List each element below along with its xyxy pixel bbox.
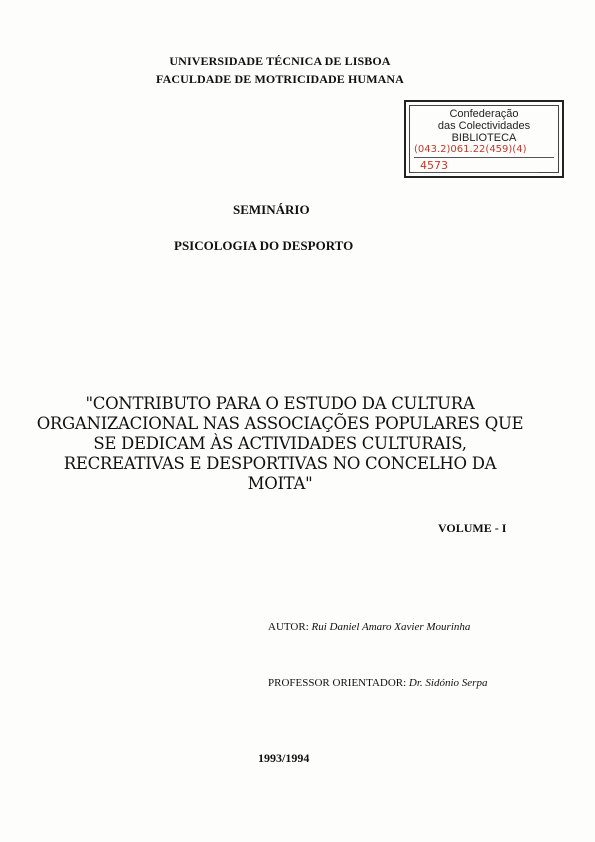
seminar-label: SEMINÁRIO <box>233 202 310 217</box>
stamp-line-1: Confederação <box>449 108 519 120</box>
author-name: Rui Daniel Amaro Xavier Mourinha <box>311 621 471 633</box>
author-label: AUTOR: <box>268 621 309 633</box>
university-name: UNIVERSIDADE TÉCNICA DE LISBOA <box>169 54 391 68</box>
advisor-name: Dr. Sidónio Serpa <box>408 677 488 689</box>
seminar-subject: PSICOLOGIA DO DESPORTO <box>174 238 354 253</box>
stamp-rule-1 <box>414 157 554 158</box>
library-stamp <box>404 100 564 178</box>
title-line: RECREATIVAS E DESPORTIVAS NO CONCELHO DA <box>63 454 497 473</box>
academic-year: 1993/1994 <box>258 751 310 765</box>
thesis-title <box>30 394 530 494</box>
volume-label: VOLUME - I <box>438 521 507 535</box>
stamp-rule-2 <box>414 172 538 173</box>
title-line: ORGANIZACIONAL NAS ASSOCIAÇÕES POPULARES QUE <box>36 414 524 433</box>
stamp-line-3: BIBLIOTECA <box>451 132 517 144</box>
stamp-handwritten-code: (043.2)061.22(459)(4) <box>414 144 527 155</box>
advisor-label: PROFESSOR ORIENTADOR: <box>268 677 407 689</box>
title-line: SE DEDICAM ÀS ACTIVIDADES CULTURAIS, <box>93 434 467 453</box>
title-line: "CONTRIBUTO PARA O ESTUDO DA CULTURA <box>85 394 475 413</box>
stamp-line-2: das Colectividades <box>437 120 531 132</box>
advisor-line <box>268 677 487 689</box>
faculty-name: FACULDADE DE MOTRICIDADE HUMANA <box>156 72 404 86</box>
author-line <box>268 621 470 633</box>
title-line: MOITA" <box>247 474 313 493</box>
stamp-handwritten-number: 4573 <box>420 159 448 172</box>
